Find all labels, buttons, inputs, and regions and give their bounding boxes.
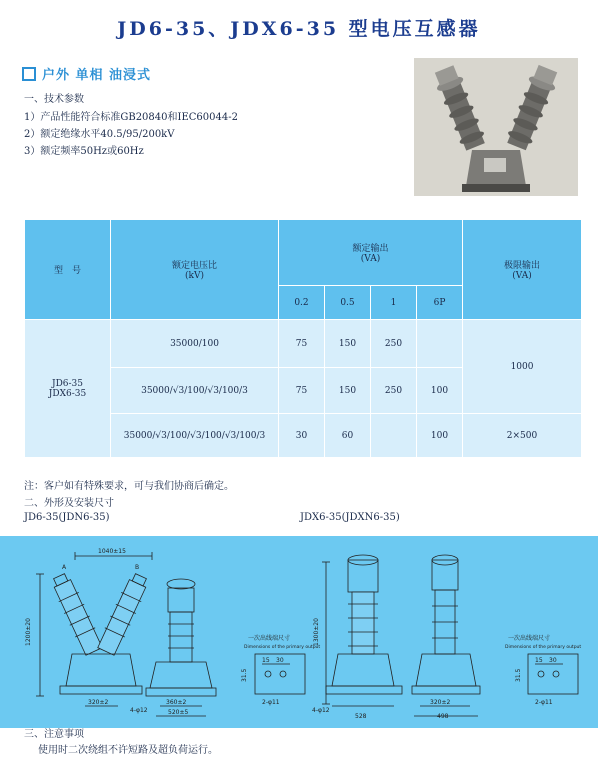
dim-height-left: 1200±20 xyxy=(25,618,32,646)
caution-text: 使用时二次绕组不许短路及超负荷运行。 xyxy=(38,745,218,756)
dim-slot-right: 2-φ11 xyxy=(535,699,553,706)
value-cell xyxy=(417,320,463,368)
value-cell: 75 xyxy=(279,368,325,414)
dim-498: 498 xyxy=(437,713,449,720)
box-sub-left: Dimensions of the primary output xyxy=(244,645,321,650)
terminal-b: B xyxy=(135,564,140,571)
class-0-5: 0.5 xyxy=(325,286,371,320)
table-note: 注：客户如有特殊要求，可与我们协商后确定。 xyxy=(24,481,234,492)
model-header: 型 号 xyxy=(25,220,111,320)
value-cell: 250 xyxy=(371,320,417,368)
outline-heading: 二、外形及安装尺寸 xyxy=(24,498,114,509)
value-cell: 75 xyxy=(279,320,325,368)
dim-holes-right: 4-φ12 xyxy=(312,707,330,714)
limit-cell: 2×500 xyxy=(463,414,582,458)
value-cell: 150 xyxy=(325,368,371,414)
value-cell xyxy=(371,414,417,458)
right-model-label: JDX6-35(JDXN6-35) xyxy=(300,512,400,523)
value-cell: 30 xyxy=(279,414,325,458)
section-title: 户外 单相 油浸式 xyxy=(42,68,152,83)
value-cell: 100 xyxy=(417,368,463,414)
box-title-right: 一次出线端尺寸 xyxy=(508,635,551,642)
model-cell: JD6-35 JDX6-35 xyxy=(25,320,111,458)
ratio-header: 额定电压比 (kV) xyxy=(111,220,279,320)
class-6p: 6P xyxy=(417,286,463,320)
dim-360: 360±2 xyxy=(166,699,187,706)
caution-heading: 三、注意事项 xyxy=(24,729,84,740)
class-0-2: 0.2 xyxy=(279,286,325,320)
spec-table xyxy=(24,219,582,458)
limit-header: 极限输出 (VA) xyxy=(463,220,582,320)
dim-height-right: 1300±20 xyxy=(313,618,320,646)
ratio-cell: 35000/√3/100/√3/100/3 xyxy=(111,368,279,414)
tech-heading: 一、技术参数 xyxy=(24,94,84,105)
product-photo xyxy=(414,58,578,196)
value-cell: 60 xyxy=(325,414,371,458)
terminal-a: A xyxy=(62,564,67,571)
dim-320-left: 320±2 xyxy=(88,699,109,706)
dim-315-left: 31.5 xyxy=(241,668,248,682)
left-model-label: JD6-35(JDN6-35) xyxy=(24,512,110,523)
value-cell: 100 xyxy=(417,414,463,458)
tech-item-1: 1）产品性能符合标准GB20840和IEC60044-2 xyxy=(24,112,238,123)
tech-item-3: 3）额定频率50Hz或60Hz xyxy=(24,146,144,157)
dim-528: 528 xyxy=(355,713,367,720)
box-title-left: 一次出线端尺寸 xyxy=(248,635,291,642)
dim-width-top: 1040±15 xyxy=(98,548,126,555)
box-sub-right: Dimensions of the primary output xyxy=(505,645,582,650)
value-cell: 250 xyxy=(371,368,417,414)
dim-30-right: 30 xyxy=(549,657,557,664)
output-header: 额定输出 (VA) xyxy=(279,220,463,286)
dim-520: 520±5 xyxy=(168,709,189,716)
dimension-drawing xyxy=(0,536,598,728)
dim-315-right: 31.5 xyxy=(515,668,522,682)
section-square-icon xyxy=(22,67,36,81)
ratio-cell: 35000/100 xyxy=(111,320,279,368)
dim-15-right: 15 xyxy=(535,657,543,664)
ratio-cell: 35000/√3/100/√3/100/√3/100/3 xyxy=(111,414,279,458)
value-cell: 150 xyxy=(325,320,371,368)
class-1: 1 xyxy=(371,286,417,320)
page-title: JD6-35、JDX6-35 型电压互感器 xyxy=(117,18,481,40)
limit-cell: 1000 xyxy=(463,320,582,414)
tech-item-2: 2）额定绝缘水平40.5/95/200kV xyxy=(24,129,175,140)
dim-holes-left: 4-φ12 xyxy=(130,707,148,714)
dim-slot-left: 2-φ11 xyxy=(262,699,280,706)
dim-320-right: 320±2 xyxy=(430,699,451,706)
dim-30-left: 30 xyxy=(276,657,284,664)
dim-15-left: 15 xyxy=(262,657,270,664)
